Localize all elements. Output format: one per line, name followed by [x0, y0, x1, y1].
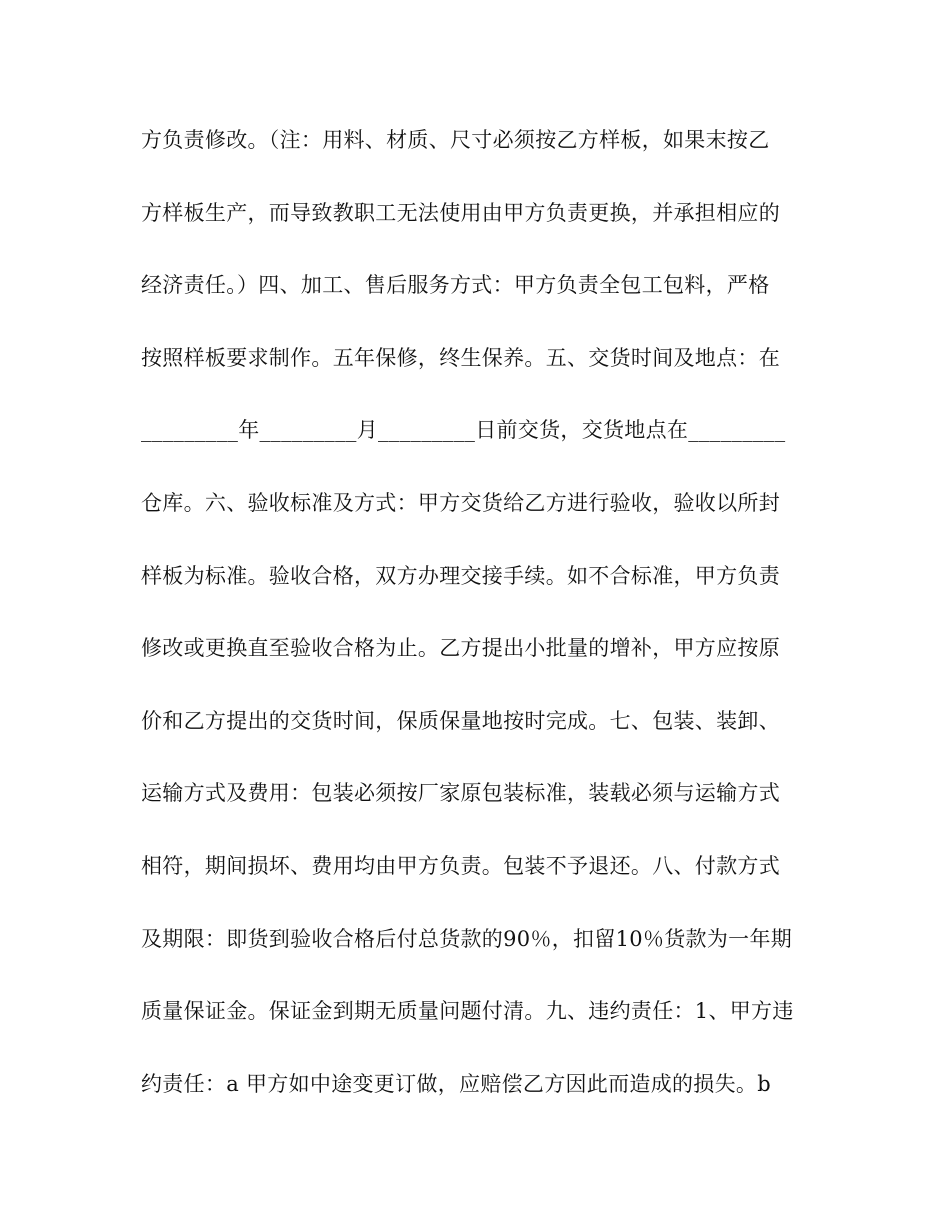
text-line: 及期限：即货到验收合格后付总货款的90％，扣留10％货款为一年期	[141, 926, 793, 951]
text-line: 相符，期间损坏、费用均由甲方负责。包装不予退还。八、付款方式	[141, 853, 780, 878]
text-line: 仓库。六、验收标准及方式：甲方交货给乙方进行验收，验收以所封	[141, 490, 780, 515]
text-line: 运输方式及费用：包装必须按厂家原包装标准，装载必须与运输方式	[141, 781, 780, 806]
text-line: 价和乙方提出的交货时间，保质保量地按时完成。七、包装、装卸、	[141, 708, 780, 733]
text-line: 方负责修改。（注：用料、材质、尺寸必须按乙方样板，如果末按乙	[141, 128, 770, 152]
text-line: 质量保证金。保证金到期无质量问题付清。九、违约责任：1、甲方违	[141, 999, 794, 1024]
text-line: 按照样板要求制作。五年保修，终生保养。五、交货时间及地点：在	[141, 345, 780, 370]
text-line: 约责任：a 甲方如中途变更订做，应赔偿乙方因此而造成的损失。b	[141, 1071, 771, 1096]
text-line: 修改或更换直至验收合格为止。乙方提出小批量的增补，甲方应按原	[141, 636, 780, 661]
text-line: 经济责任。）四、加工、售后服务方式：甲方负责全包工包料，严格	[141, 273, 770, 298]
text-line: 样板为标准。验收合格，双方办理交接手续。如不合标准，甲方负责	[141, 563, 780, 588]
contract-body-text	[141, 122, 821, 1138]
text-line: _________年_________月_________日前交货，交货地点在_________	[141, 418, 786, 443]
text-line: 方样板生产，而导致教职工无法使用由甲方负责更换，并承担相应的	[141, 200, 780, 225]
